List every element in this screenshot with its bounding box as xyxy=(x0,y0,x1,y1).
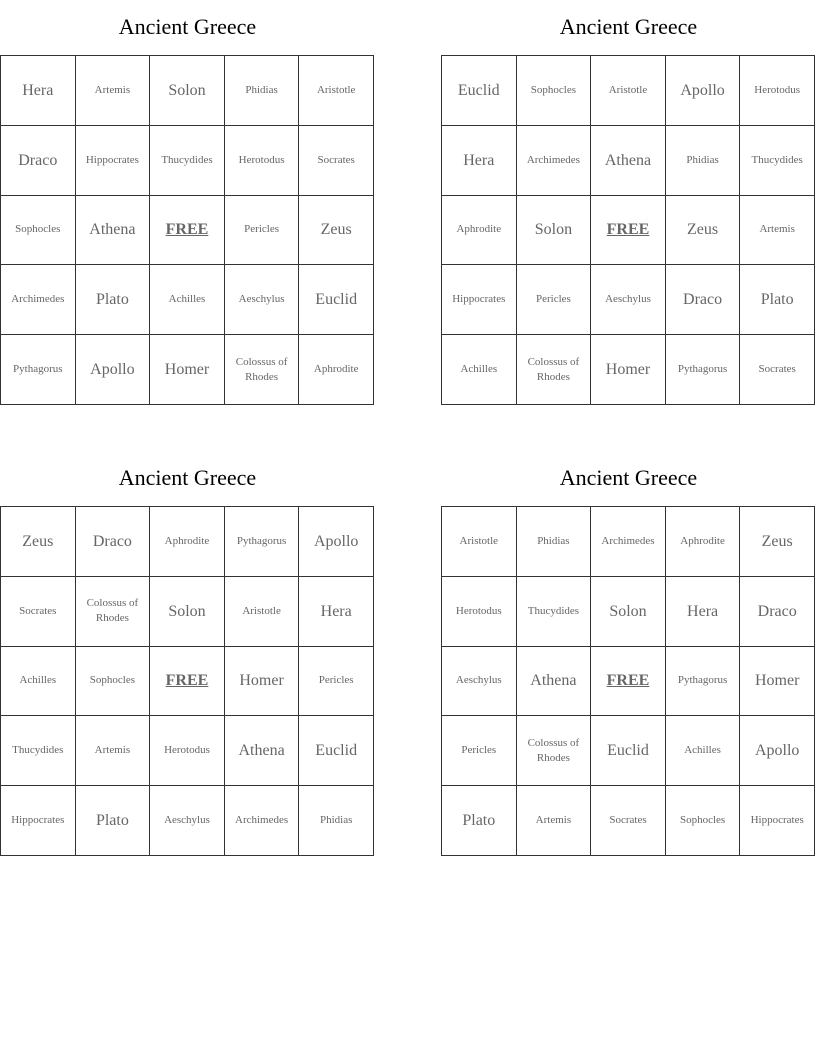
bingo-cell: Colossus of Rhodes xyxy=(224,335,299,405)
bingo-row xyxy=(1,507,374,577)
bingo-cell: Thucydides xyxy=(1,716,76,786)
card-title: Ancient Greece xyxy=(559,465,698,490)
bingo-cell: Archimedes xyxy=(591,507,666,577)
bingo-cell: Zeus xyxy=(740,507,815,577)
free-space: FREE xyxy=(150,646,225,716)
bingo-cell: Aeschylus xyxy=(442,646,517,716)
bingo-cell: Artemis xyxy=(516,786,591,856)
bingo-cell: Artemis xyxy=(75,716,150,786)
bingo-grid xyxy=(0,55,374,405)
bingo-cell: Hera xyxy=(442,125,517,195)
bingo-cell: Phidias xyxy=(299,786,374,856)
bingo-cell: Pericles xyxy=(224,195,299,265)
bingo-row xyxy=(1,646,374,716)
bingo-cell: Aphrodite xyxy=(442,195,517,265)
bingo-cell: Hera xyxy=(665,576,740,646)
bingo-grid xyxy=(441,506,815,856)
bingo-cell: Aristotle xyxy=(299,56,374,126)
bingo-cell: Hippocrates xyxy=(442,265,517,335)
bingo-cell: Herotodus xyxy=(740,56,815,126)
bingo-cell: Hera xyxy=(1,56,76,126)
bingo-cell: Apollo xyxy=(740,716,815,786)
free-space: FREE xyxy=(591,195,666,265)
free-space: FREE xyxy=(150,195,225,265)
bingo-cell: Achilles xyxy=(665,716,740,786)
bingo-cell: Plato xyxy=(75,786,150,856)
bingo-row xyxy=(442,716,815,786)
bingo-cell: Athena xyxy=(516,646,591,716)
bingo-cell: Artemis xyxy=(75,56,150,126)
bingo-cell: Herotodus xyxy=(442,576,517,646)
bingo-row xyxy=(442,56,815,126)
bingo-row xyxy=(442,576,815,646)
bingo-cell: Athena xyxy=(75,195,150,265)
bingo-cell: Colossus of Rhodes xyxy=(75,576,150,646)
bingo-cell: Homer xyxy=(591,335,666,405)
bingo-cell: Achilles xyxy=(442,335,517,405)
bingo-cell: Aristotle xyxy=(591,56,666,126)
bingo-cell: Athena xyxy=(224,716,299,786)
bingo-cell: Zeus xyxy=(1,507,76,577)
bingo-cell: Euclid xyxy=(442,56,517,126)
bingo-cell: Pericles xyxy=(442,716,517,786)
free-space: FREE xyxy=(591,646,666,716)
bingo-cell: Archimedes xyxy=(224,786,299,856)
bingo-cell: Plato xyxy=(740,265,815,335)
bingo-cell: Herotodus xyxy=(224,125,299,195)
bingo-cell: Achilles xyxy=(150,265,225,335)
bingo-row xyxy=(442,125,815,195)
bingo-cell: Aeschylus xyxy=(150,786,225,856)
bingo-cell: Hippocrates xyxy=(1,786,76,856)
bingo-cell: Aphrodite xyxy=(150,507,225,577)
bingo-cell: Euclid xyxy=(299,716,374,786)
bingo-cell: Draco xyxy=(75,507,150,577)
bingo-cell: Sophocles xyxy=(665,786,740,856)
bingo-row xyxy=(1,125,374,195)
bingo-cell: Pythagorus xyxy=(224,507,299,577)
bingo-cell: Socrates xyxy=(299,125,374,195)
bingo-cell: Hippocrates xyxy=(740,786,815,856)
bingo-cell: Aphrodite xyxy=(665,507,740,577)
bingo-cell: Apollo xyxy=(75,335,150,405)
bingo-row xyxy=(1,265,374,335)
bingo-cell: Phidias xyxy=(516,507,591,577)
bingo-cell: Draco xyxy=(740,576,815,646)
bingo-grid xyxy=(0,506,374,856)
bingo-row xyxy=(442,646,815,716)
bingo-cell: Aphrodite xyxy=(299,335,374,405)
bingo-cell: Sophocles xyxy=(516,56,591,126)
bingo-card-3 xyxy=(0,451,375,830)
bingo-cell: Athena xyxy=(591,125,666,195)
bingo-cell: Socrates xyxy=(740,335,815,405)
bingo-row xyxy=(1,195,374,265)
bingo-cell: Aeschylus xyxy=(224,265,299,335)
bingo-cell: Aeschylus xyxy=(591,265,666,335)
bingo-row xyxy=(1,56,374,126)
bingo-cell: Euclid xyxy=(299,265,374,335)
bingo-cell: Homer xyxy=(224,646,299,716)
bingo-cell: Pericles xyxy=(299,646,374,716)
bingo-cell: Plato xyxy=(442,786,517,856)
bingo-row xyxy=(442,195,815,265)
bingo-cell: Pythagorus xyxy=(1,335,76,405)
bingo-cell: Draco xyxy=(1,125,76,195)
card-title: Ancient Greece xyxy=(118,14,257,39)
bingo-row xyxy=(442,265,815,335)
bingo-cell: Herotodus xyxy=(150,716,225,786)
bingo-cell: Archimedes xyxy=(1,265,76,335)
bingo-cell: Hera xyxy=(299,576,374,646)
bingo-card-1 xyxy=(0,0,375,383)
bingo-cell: Draco xyxy=(665,265,740,335)
card-title: Ancient Greece xyxy=(559,14,698,39)
bingo-cell: Aristotle xyxy=(442,507,517,577)
bingo-cell: Euclid xyxy=(591,716,666,786)
bingo-row xyxy=(1,576,374,646)
bingo-row xyxy=(1,786,374,856)
bingo-cell: Plato xyxy=(75,265,150,335)
bingo-cell: Homer xyxy=(150,335,225,405)
bingo-cell: Achilles xyxy=(1,646,76,716)
bingo-cell: Archimedes xyxy=(516,125,591,195)
bingo-cell: Phidias xyxy=(224,56,299,126)
bingo-cell: Solon xyxy=(150,576,225,646)
bingo-cell: Apollo xyxy=(299,507,374,577)
bingo-cell: Socrates xyxy=(591,786,666,856)
bingo-row xyxy=(442,335,815,405)
bingo-row xyxy=(442,786,815,856)
bingo-cell: Thucydides xyxy=(516,576,591,646)
bingo-cell: Hippocrates xyxy=(75,125,150,195)
bingo-cell: Socrates xyxy=(1,576,76,646)
bingo-cell: Phidias xyxy=(665,125,740,195)
bingo-row xyxy=(1,716,374,786)
bingo-cell: Thucydides xyxy=(150,125,225,195)
card-title: Ancient Greece xyxy=(118,465,257,490)
bingo-cell: Homer xyxy=(740,646,815,716)
bingo-cell: Sophocles xyxy=(75,646,150,716)
bingo-cell: Sophocles xyxy=(1,195,76,265)
bingo-cell: Aristotle xyxy=(224,576,299,646)
bingo-cell: Zeus xyxy=(299,195,374,265)
bingo-cell: Thucydides xyxy=(740,125,815,195)
bingo-cell: Pericles xyxy=(516,265,591,335)
bingo-cell: Artemis xyxy=(740,195,815,265)
bingo-grid xyxy=(441,55,815,405)
bingo-cell: Pythagorus xyxy=(665,646,740,716)
bingo-cell: Colossus of Rhodes xyxy=(516,716,591,786)
bingo-cell: Solon xyxy=(150,56,225,126)
bingo-row xyxy=(442,507,815,577)
bingo-cell: Apollo xyxy=(665,56,740,126)
bingo-cell: Solon xyxy=(516,195,591,265)
bingo-cell: Zeus xyxy=(665,195,740,265)
bingo-cell: Pythagorus xyxy=(665,335,740,405)
bingo-card-2 xyxy=(441,0,816,383)
bingo-cell: Colossus of Rhodes xyxy=(516,335,591,405)
bingo-row xyxy=(1,335,374,405)
bingo-card-4 xyxy=(441,451,816,830)
bingo-cell: Solon xyxy=(591,576,666,646)
